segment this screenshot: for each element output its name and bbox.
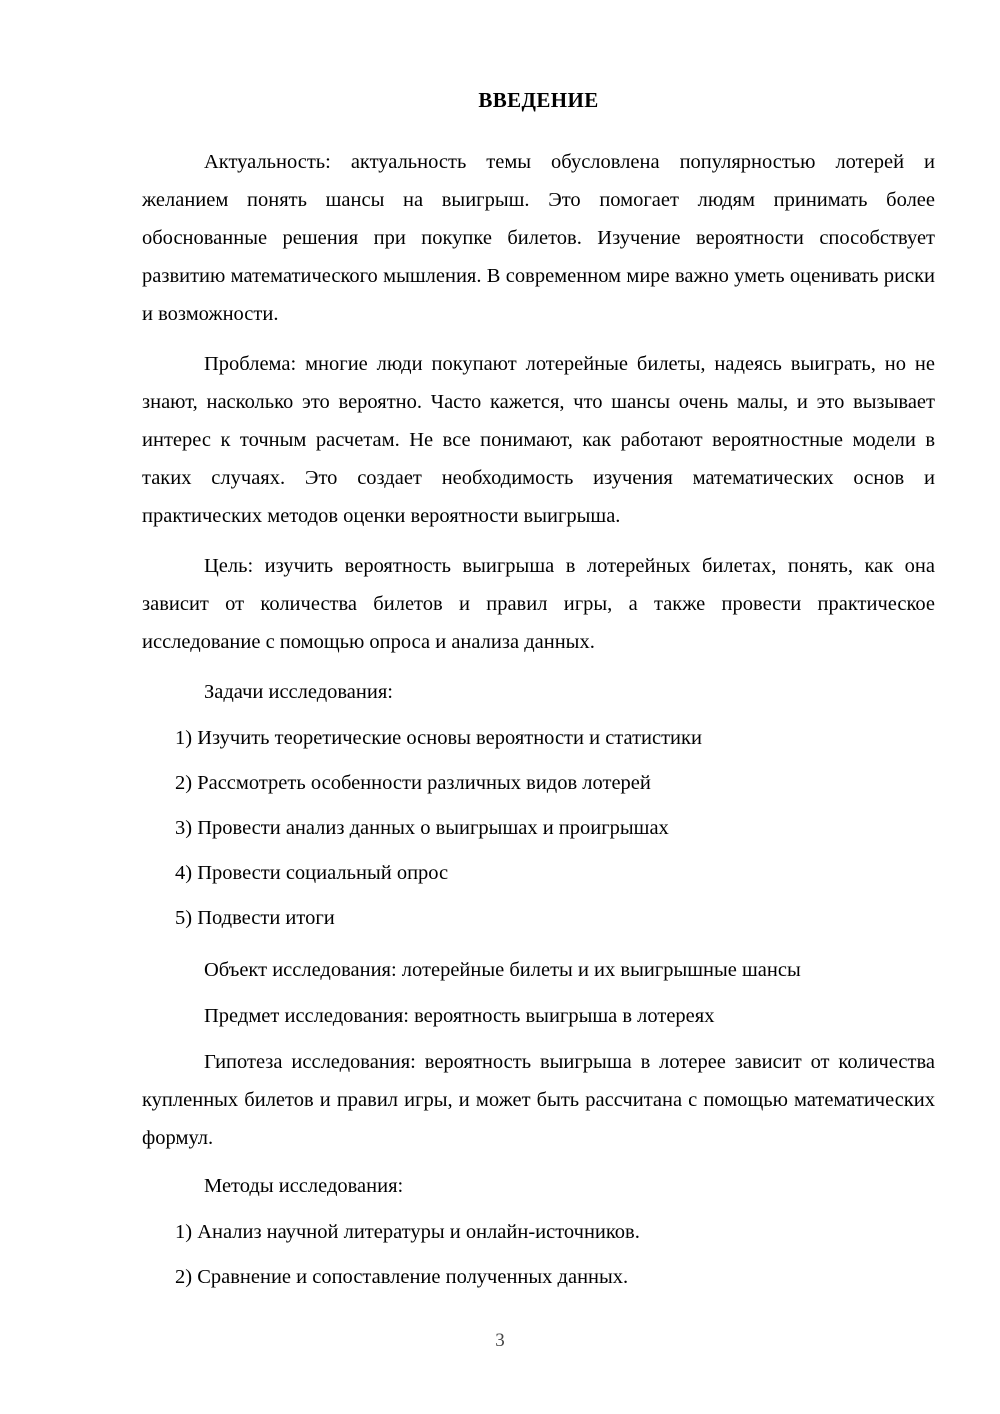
- list-item: 1) Изучить теоретические основы вероятности и статистики: [175, 727, 702, 750]
- subject-of-research: Предмет исследования: вероятность выигрыша в лотереях: [204, 1005, 715, 1028]
- paragraph-problem: Проблема: многие люди покупают лотерейные билеты, надеясь выиграть, но не знают, насколько это вероятно. Часто кажется, что шансы очень малы, и это вызывает интерес к точным расчетам. Не все понимают, как работают вероятностные модели в таких случаях. Это создает необходимость изучения математических основ и практических методов оценки вероятности выигрыша.: [142, 353, 935, 528]
- list-item: 2) Сравнение и сопоставление полученных данных.: [175, 1266, 629, 1289]
- paragraph-hypothesis: Гипотеза исследования: вероятность выигрыша в лотерее зависит от количества купленных билетов и правил игры, и может быть рассчитана с помощью математических формул.: [142, 1051, 935, 1150]
- list-item: 4) Провести социальный опрос: [175, 862, 449, 885]
- page-title: ВВЕДЕНИЕ: [478, 88, 599, 112]
- spacer: [142, 1157, 935, 1167]
- page-number: 3: [495, 1330, 505, 1351]
- paragraph-relevance: Актуальность: актуальность темы обусловлена популярностью лотерей и желанием понять шансы на выигрыш. Это помогает людям принимать более обоснованные решения при покупке билетов. Изучение вероятности способствует развитию математического мышления. В современном мире важно уметь оценивать риски и возможности.: [142, 151, 935, 326]
- tasks-list: [142, 719, 935, 937]
- tasks-heading: Задачи исследования:: [204, 681, 393, 704]
- list-item: 5) Подвести итоги: [175, 907, 335, 930]
- list-item: 2) Рассмотреть особенности различных видов лотерей: [175, 772, 651, 795]
- methods-list: [142, 1213, 935, 1296]
- page-content: [142, 88, 935, 1304]
- methods-heading: Методы исследования:: [204, 1175, 404, 1198]
- paragraph-goal: Цель: изучить вероятность выигрыша в лотерейных билетах, понять, как она зависит от количества билетов и правил игры, а также провести практическое исследование с помощью опроса и анализа данных.: [142, 555, 935, 654]
- list-item: 3) Провести анализ данных о выигрышах и проигрышах: [175, 817, 669, 840]
- list-item: 1) Анализ научной литературы и онлайн-источников.: [175, 1221, 640, 1244]
- object-of-research: Объект исследования: лотерейные билеты и их выигрышные шансы: [204, 959, 801, 982]
